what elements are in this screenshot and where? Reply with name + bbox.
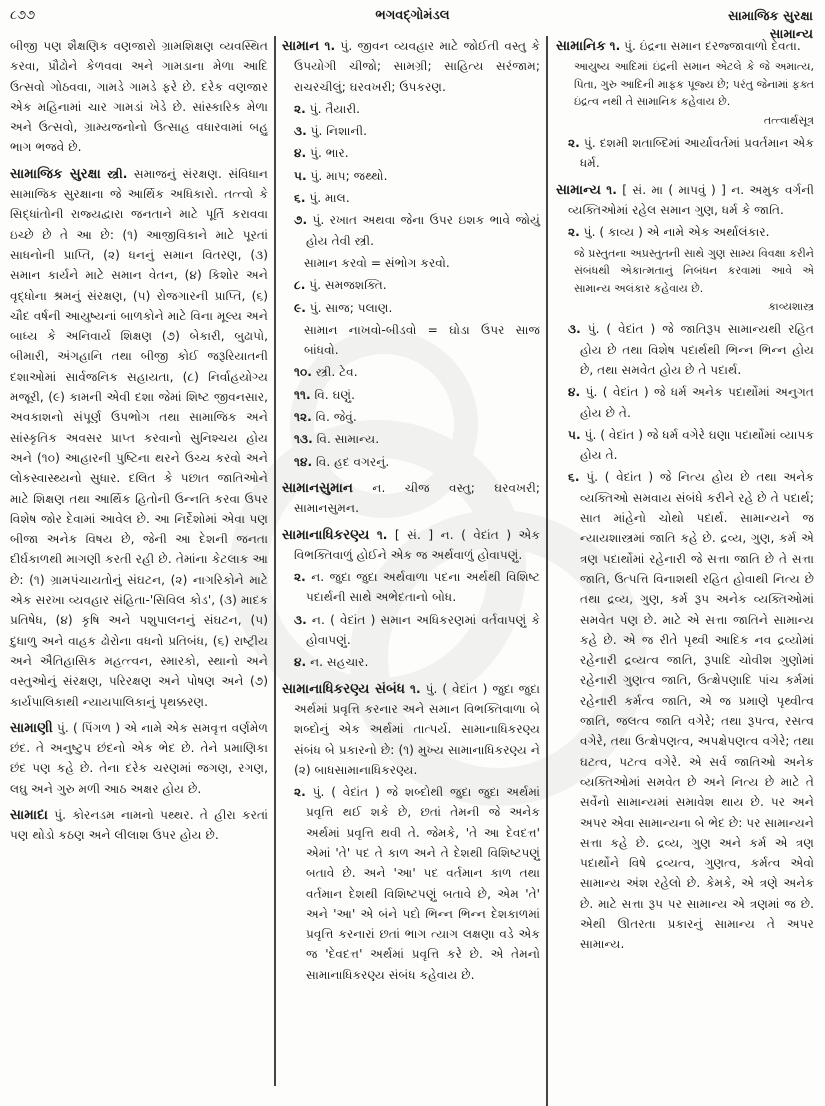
sense-number: ૧૩. [294, 432, 313, 447]
grammar-label: ન. [372, 480, 386, 495]
dictionary-entry [282, 525, 540, 673]
column-divider [546, 36, 548, 1106]
grammar-label: પું. [310, 124, 323, 139]
sense [294, 99, 540, 119]
sense-number: ૧. [606, 182, 617, 197]
grammar-label: પું. [309, 278, 322, 293]
book-title: ભગવદ્ગોમંડલ [375, 8, 450, 23]
sense [556, 180, 814, 221]
sense [294, 782, 540, 985]
sense [568, 425, 814, 466]
sense [568, 319, 814, 380]
sense [294, 188, 540, 208]
sense-number: ૬. [294, 191, 306, 206]
sense-number: ૧૧. [294, 387, 311, 402]
column-1 [10, 36, 268, 1106]
sense [294, 275, 540, 295]
definition: સહચાર. [326, 655, 369, 670]
sense [294, 362, 540, 382]
grammar-label: પું. [54, 807, 67, 822]
sense-number: ૪. [294, 655, 307, 670]
sense-number: ૨. [294, 785, 306, 800]
grammar-label: પું. [587, 322, 600, 337]
definition: ( વેદાંત ) સમાન અધિકરણમાં વર્તવાપણું કે હોવાપણું. [306, 612, 541, 648]
dictionary-entry [556, 36, 814, 174]
grammar-label: પું. [585, 385, 598, 400]
definition: કોરનડમ નામનો પથ્થર. તે હીરા કરતાં પણ થોડો કઠણ અને લીલાશ ઉપર હોય છે. [10, 807, 269, 843]
definition: ( વેદાંત ) જે ધર્મ વગેરે ઘણા પદાર્થોમાં વ્યાપક હોય તે. [580, 427, 815, 463]
sense-number: ૩. [294, 124, 307, 139]
grammar-label: વિ. [316, 432, 331, 447]
definition: ચીજ વસ્તુ; ઘરવખરી; સામાનસુમન. [294, 480, 541, 516]
grammar-label: [ સં. મા ( માપવું ) ] ન. [622, 182, 745, 197]
dictionary-entry [282, 478, 540, 519]
grammar-label: પું. [340, 39, 353, 53]
headword: સામાન્ય [556, 181, 601, 198]
sense-number: ૨. [294, 570, 306, 585]
grammar-label: સ્ત્રી. [107, 166, 128, 181]
grammar-label: પું. [309, 300, 322, 315]
sense [282, 525, 540, 566]
headword: સામાનસુમાન [282, 479, 353, 496]
sense-number: ૧. [376, 527, 388, 542]
definition: ( વેદાંત ) જે નિત્ય હોય છે તથા અનેક વ્યક્તિઓ સમવાય સંબંધે કરીને રહે છે તે પદાર્થ; સાત માંહેનો ચોથો પદાર્થ. સામાન્યને જ ન્યાયશાસ્ત્રમાં જાતિ કહે છે. દ્રવ્ય, ગુણ, કર્મ એ ત્રણ પદાર્થોમાં રહેનારી જે સત્તા જાતિ છે તે સત્તા જાતિ, ઉત્પત્તિ વિનાશથી રહિત હોવાથી નિત્ય છે તથા દ્રવ્ય, ગુણ, કર્મ રૂપ અનેક વ્યક્તિઓમાં સમવેત પણ છે. માટે એ સત્તા જાતિને સામાન્ય કહે છે. એ જ રીતે પૃથ્વી આદિક નવ દ્રવ્યોમાં રહેનારી દ્રવ્યત્વ જાતિ, રૂપાદિ ચોવીશ ગુણોમાં રહેનારી ગુણત્વ જાતિ, ઉત્ક્ષેપણાદિ પાંચ કર્મમાં રહેનારી કર્મત્વ જાતિ, એ જ પ્રમાણે પૃથ્વીત્વ જાતિ, જલત્વ જાતિ વગેરે; તથા રૂપત્વ, રસત્વ વગેરે, તથા ઉત્ક્ષેપણત્વ, અપક્ષેપણત્વ વગેરે; તથા ઘટત્વ, પટત્વ વગેરે. એ સર્વ જાતિઓ અનેક વ્યક્તિઓમાં સમવેત છે અને નિત્ય છે માટે તે સર્વેનો સામાન્યમાં સમાવેશ થાય છે. પર અને અપર એવા સામાન્યના બે ભેદ છે: પર સામાન્યને સત્તા કહે છે. દ્રવ્ય, ગુણ અને કર્મ એ ત્રણ પદાર્થોને વિષે દ્રવ્યત્વ, ગુણત્વ, કર્મત્વ એવો સામાન્ય અંશ રહેલો છે. કેમકે, એ ત્રણે અનેક છે. માટે સત્તા રૂપ પર સામાન્ય એ ત્રણમાં જ છે. એથી ઊતરતા પ્રકારનું સામાન્ય તે અપર સામાન્ય. [580, 470, 815, 952]
definition: સમજશક્તિ. [324, 278, 387, 293]
grammar-label: પું. [586, 470, 598, 485]
grammar-label: પું. [56, 720, 69, 735]
definition: તૈયારી. [325, 101, 361, 116]
grammar-label: પું. [425, 681, 438, 696]
sense [294, 452, 540, 472]
definition: ( કાવ્ય ) એ નામે એક અર્થાલંકાર. [599, 225, 770, 240]
sense-number: ૪. [294, 146, 307, 161]
dictionary-entry [282, 679, 540, 985]
sense-number: ૯. [294, 300, 306, 315]
sense-number: ૨. [568, 136, 580, 151]
grammar-label: [ સં. ] ન. [394, 527, 454, 542]
definition: અમુક વર્ગની વ્યક્તિઓમાં રહેલ સમાન ગુણ, ધર્મ કે જાતિ. [568, 182, 814, 217]
sense [294, 567, 540, 608]
definition: નિશાની. [326, 124, 367, 139]
definition: સાજ; પલાણ. [325, 300, 393, 315]
sense [282, 36, 540, 97]
grammar-label: પું. [309, 101, 322, 116]
grammar-label: ન. [311, 570, 325, 585]
sense [294, 385, 540, 405]
sense [294, 210, 540, 251]
sense [282, 679, 540, 780]
sense [294, 166, 540, 186]
sense [294, 610, 540, 651]
definition: સામાન્ય. [334, 432, 380, 447]
definition: ( વેદાંત ) જે જાતિરૂપ સામાન્યથી રહિત હોય છે તથા વિશેષ પદાર્થથી ભિન્ન ભિન્ન હોય છે, તથા સમવેત હોય છે તે પદાર્થ. [580, 322, 815, 377]
grammar-label: ન. [310, 655, 324, 670]
grammar-label: ન. [311, 612, 325, 627]
sense-number: ૭. [294, 213, 308, 228]
sense [556, 36, 814, 56]
sense-number: ૧. [410, 681, 421, 696]
dictionary-entry [10, 164, 268, 712]
definition: દશમી શતાબ્દિમાં આર્યાવર્તમાં પ્રવર્તમાન એક ધર્મ. [580, 136, 814, 171]
page-number: ૮૭૭ [10, 8, 36, 23]
sense [294, 298, 540, 318]
grammar-label: વિ. [315, 410, 330, 425]
definition: ઇંદ્રના સમાન દરજ્જાવાળો દેવતા. [639, 39, 801, 53]
sense-number: ૧૨. [294, 410, 312, 425]
definition: ( પિંગળ ) એ નામે એક સમવૃત્ત વર્ણમેળ છંદ. તે અનુષ્ટુપ છંદનો એક ભેદ છે. તેને પ્રમાણિકા છંદ પણ કહે છે. તેના દરેક ચરણમાં જગણ, રગણ, લઘુ અને ગુરુ મળી આઠ અક્ષર હોય છે. [10, 720, 269, 796]
sense [294, 652, 540, 672]
grammar-label: પું. [583, 225, 596, 240]
definition: ( વેદાંત ) જુદા જુદા અર્થમાં પ્રવૃત્તિ કરનાર અને સમાન વિભક્તિવાળા બે શબ્દોનું એક અર્થમાં તાત્પર્ય. સામાનાધિકરણ્ય સંબંધ બે પ્રકારનો છે: (૧) મુખ્ય સામાનાધિકરણ્ય ને (૨) બાધસામાનાધિકરણ્ય. [294, 681, 541, 777]
grammar-label: પું. [624, 39, 636, 53]
dictionary-entry [282, 36, 540, 472]
grammar-label: પું. [583, 136, 596, 151]
headword: સામાજિક સુરક્ષા [10, 165, 101, 182]
sense [294, 121, 540, 141]
grammar-label: પું. [309, 191, 322, 206]
sense-number: ૧. [324, 39, 336, 53]
definition: ભાર. [325, 146, 349, 161]
sense [568, 133, 814, 174]
definition: ટેવ. [339, 365, 358, 380]
definition: સમાજનું સંરક્ષણ. સંવિધાન સામાજિક સુરક્ષાના જે આર્થિક અધિકારો. તત્ત્વો કે સિદ્ધાંતોની રાજ્યદ્વારા જનતાને માટે પૂર્તિ કરાવવા ઇચ્છે છે તે આ છે: (૧) આજીવિકાને માટે પૂરતાં સાધનોની પ્રાપ્તિ, (૨) ધનનું સમાન વિતરણ, (૩) સમાન કાર્યને માટે સમાન વેતન, (૪) કિશોર અને વૃદ્ધોના શ્રમનું સંરક્ષણ, (૫) રોજગારની પ્રાપ્તિ, (૬) ચૌદ વર્ષની આયુષ્યનાં બાળકોને માટે વિના મૂલ્ય અને બાધ્ય કે અનિવાર્ય શિક્ષણ (૭) બેકારી, બુઢાપો, બીમારી, અંગહાનિ તથા બીજી કોઈ જરૂરિયાતની દશાઓમાં સાર્વજનિક સહાયતા, (૮) નિર્વાહયોગ્ય મજૂરી, (૯) કામની એવી દશા જેમાં શિષ્ટ જીવનસાર, અવકાશનો સંપૂર્ણ ઉપભોગ તથા સામાજિક અને સાંસ્કૃતિક અવસર પ્રાપ્ત કરવાનો સુનિશ્ચય હોય અને (૧૦) આહારની પુષ્ટિના થરને ઉચ્ચ કરવો અને લોકસ્વાસ્થ્યનો સુધાર. દલિત કે પછાત જાતિઓને માટે શિક્ષણ તથા આર્થિક હિતોની ઉન્નતિ કરવા ઉપર વિશેષ જોર દેવામાં આવેલ છે. આ નિર્દેશોમાં એવા પણ બીજા અનેક વિષય છે, જેની આ દેશની જનતા દીર્ઘકાળથી માગણી કરતી રહી છે. તેમાંના કેટલાક આ છે: (૧) ગ્રામપંચાયતોનું સંઘટન, (૨) નાગરિકોને માટે એક સરખા વ્યવહાર સંહિતા-'સિવિલ કોડ', (૩) માદક પ્રતિષેધ, (૪) કૃષિ અને પશુપાલનનું સંઘટન, (૫) દુધાળુ અને વાહક ઢોરોના વધનો પ્રતિબંધ, (૬) રાષ્ટ્રીય અને ઐતિહાસિક મહત્ત્વન, સ્મારકો, સ્થાનો અને વસ્તુઓનું સંરક્ષણ, પરિરક્ષણ અને પોષણ અને (૭) કાર્યપાલિકાથી ન્યાયપાલિકાનું પૃથક્કરણ. [10, 166, 268, 709]
guide-word-last: સામાન્ય [769, 27, 813, 42]
definition: માલ. [325, 191, 350, 206]
grammar-label: પું. [584, 427, 597, 442]
sense-number: ૩. [568, 322, 581, 337]
sense-number: ૫. [568, 427, 581, 442]
definition: માપ; જથ્થો. [326, 168, 388, 183]
quotation: આયુષ્ય આદિમાં ઇંદ્રની સમાન એટલે કે જે અમાત્ય, પિતા, ગુરુ આદિની માફક પૂજ્ય છે; પરંતુ જેનામાં ફક્ત ઇંદ્રત્વ નથી તે સામાનિક કહેવાય છે. [574, 60, 814, 109]
sense-number: ૧. [609, 39, 621, 53]
definition: રખાત અથવા જેના ઉપર ઇશક ભાવે જોયું હોય તેવી સ્ત્રી. [306, 213, 541, 248]
definition: હદ વગરનું. [334, 454, 390, 469]
column-2 [282, 36, 540, 1106]
idiom-phrase: સામાન નાખવો-બીડવો = ઘોડા ઉપર સાજ બાંધવો. [304, 322, 540, 358]
definition: ( વેદાંત ) જે શબ્દોથી જુદા જુદા અર્થમાં પ્રવૃત્તિ થઈ શકે છે, છતાં તેમની જે અનેક અર્થમાં પ્રવૃત્તિ થવી તે. જેમકે, 'તે આ દેવદત્ત' એમાં 'તે' પદ તે કાળ અને તે દેશથી વિશિષ્ટપણું બતાવે છે. અને 'આ' પદ વર્તમાન કાળ તથા વર્તમાન દેશથી વિશિષ્ટપણું બતાવે છે, એમ 'તે' અને 'આ' એ બંને પદો ભિન્ન ભિન્ન દેશકાળમાં પ્રવૃત્તિ કરનારાં છતાં ભાગ ત્યાગ લક્ષણા વડે એક જ 'દેવદત્ત' અર્થમાં પ્રવૃત્તિ કરે છે. એ તેમનો સામાનાધિકરણ્ય સંબંધ કહેવાય છે. [306, 785, 541, 982]
sense-number: ૪. [568, 385, 581, 400]
column-divider [274, 36, 276, 1086]
grammar-label: સ્ત્રી. [315, 365, 336, 380]
definition: ( વેદાંત ) એક વિભક્તિવાળું હોઈને એક જ અર્થવાળું હોવાપણું. [294, 527, 541, 562]
sense [294, 407, 540, 427]
guide-word-first: સામાજિક સુરક્ષા [728, 9, 813, 24]
sense [294, 143, 540, 163]
sense-number: ૨. [294, 101, 306, 116]
headword: સામાનાધિકરણ્ય [282, 526, 370, 543]
headword: સામાન [282, 38, 320, 54]
definition: જેવું. [333, 410, 357, 425]
grammar-label: વિ. [314, 387, 329, 402]
sense-number: ૮. [294, 278, 306, 293]
sense-number: ૨. [568, 225, 580, 240]
grammar-label: પું. [312, 213, 325, 228]
sense-number: ૬. [568, 470, 580, 485]
headword: સામાદા [10, 806, 48, 823]
continuation-text: બીજી પણ શૈક્ષણિક વણજારો ગ્રામશિક્ષણ વ્યવસ્થિત કરવા, પ્રૌઢોને કેળવવા અને ગામડાના મેળા આદિ ઉત્સવો ગોઠવવા, ગામડે ગામડે ફરે છે. દરેક વણજાર એક મહિનામાં ચાર ગામડાં ખેડે છે. સાંસ્કારિક મેળા અને ઉત્સવો, ગ્રામ્યજનોનો ઉત્સાહ વધારવામાં બહુ ભાગ ભજવે છે. [10, 39, 268, 155]
sense [282, 478, 540, 519]
dictionary-entry [556, 180, 814, 955]
quotation: જે પ્રસ્તુતના અપ્રસ્તુતની સાથે ગુણ સામ્ય વિવક્ષા કરીને સંબંધથી એકાત્મતાનું નિબંધન કરવામાં આવે એ સામાન્ય અલંકાર કહેવાય છે. [574, 246, 814, 295]
column-3 [556, 36, 814, 1106]
sense-number: ૧૦. [294, 365, 312, 380]
idiom-phrase: સામાન કરવો = સંભોગ કરવો. [304, 255, 450, 270]
grammar-label: પું. [310, 146, 322, 161]
sense [568, 382, 814, 423]
sense [568, 467, 814, 954]
headword: સામાણી [10, 719, 53, 736]
sense-number: ૫. [294, 168, 307, 183]
grammar-label: વિ. [316, 454, 331, 469]
headword: સામાનિક [556, 38, 606, 54]
sense [568, 222, 814, 242]
definition: જુદા જુદા અર્થવાળા પદના અર્થથી વિશિષ્ટ પદાર્થની સાથે અભેદતાનો બોધ. [306, 570, 540, 605]
citation-source: કાવ્યશાસ્ત્ર [768, 300, 814, 314]
citation-source: તત્ત્વાર્થસૂત્ર [763, 113, 814, 127]
grammar-label: પું. [310, 168, 323, 183]
dictionary-entry [10, 805, 268, 846]
grammar-label: પું. [312, 785, 325, 800]
sense-number: ૩. [294, 612, 307, 627]
sense-number: ૧૪. [294, 454, 313, 469]
definition: જીવન વ્યવહાર માટે જોઈતી વસ્તુ કે ઉપયોગી ચીજો; સામગ્રી; સાહિત્ય સરંજામ; રાચરચીલું; ઘરવખરી; ઉપકરણ. [294, 39, 541, 94]
dictionary-entry [10, 718, 268, 799]
sense [294, 429, 540, 449]
definition: ઘણું. [332, 387, 356, 402]
definition: ( વેદાંત ) જે ધર્મ અનેક પદાર્થોમાં અનુગત હોય છે તે. [580, 385, 815, 420]
headword: સામાનાધિકરણ્ય સંબંધ [282, 680, 405, 697]
